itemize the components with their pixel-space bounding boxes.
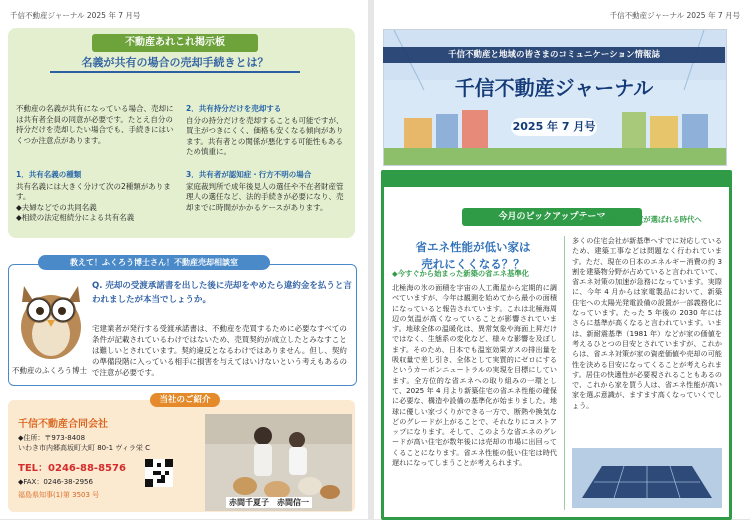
board-intro [16,104,176,146]
company-tel: TEL：0246-88-8576 [18,463,126,474]
company-postal: ◆住所：〒973-8408 [18,434,86,442]
board-section-2 [186,104,348,158]
feature-title: 今月のピックアップテーマ [462,208,642,226]
feature-column-1: 北極海の氷の面積を宇宙の人工衛星から定期的に調べていますが、今年は観測を始めてから最小の面積になっていると報告されています。これは北極海周辺の気温が高くなっていることが影響されています。地球全体の温暖化は、異常気象や海面上昇だけではなく、生態系の変化など、様々な影響を及ぼします。そのため、日本でも温室効果ガスの排出量を吸収量で差し引き、全体として実質的にゼロにするというカーボンニュートラルの実現を目標にしています。全方位的な省エネへの取り組みの一環として、2025 年 4 月より新築住宅の省エネ性能の確保に必要な、構造や設備の基準化が始まりました。地球に優しい家づくりができる一方で、断熱や換気などのグレードが上がることで、それなりにコストアップになります。そして、このような省エネのグレードが高い住宅が数年後には売却の市場に出回ってくることになります。省エネ性能の低い住宅は時代遅れになってしまうことが考えられます。 [392,283,557,468]
photo-caption: 赤間千夏子 赤間信一 [226,497,312,508]
board-title: 不動産あれこれ掲示板 [92,34,258,52]
board-section-1 [16,170,176,224]
owl-icon [14,272,88,360]
board-section-3 [186,170,348,213]
board-intro-text: 不動産の名義が共有になっている場合、売却には共有者全員の同意が必要です。たとえ自分の持分だけを売却したい場合でも、手続きにはいくつか注意点があります。 [16,104,174,145]
company-address: いわき市内郷高坂町大町 80-1 ヴィラ栄 C [18,444,151,452]
feature-column-2: 多くの住宅会社が新基準へすでに対応しているため、建築工事などは問題なく行われています。ただ、現在の日本のエネルギー消費の約 3 割を建築物分野が占めていると言われていて、省エネ対策の加速が急務になっています。実際に、今年 4 月からは家電製品において、新築住宅への太陽光発電設備の設置が一部義務化になっています。たった 5 年後の 2030 年にはさらに基準が高くなると言われています。いまは、新耐震基準（1981 年）などが家の価値を考えるひとつの目安とされていますが、これからは、省エネ対策が家の資産価値や売却の可能性を決める目安になってくることが考えられます。居住の快適性が必要視されることもあるので、これから家を買う人は、省エネ性能が高い家を選ぶ意識が、ますます高くなっていくでしょう。 [572,236,722,410]
company-banner: 当社のご紹介 [150,393,220,407]
board-section-2-text: 自分の持分だけを売却することも可能ですが、買主がつきにくく、価格も安くなる傾向があります。共有者との関係が悪化する可能性もあるため慎重に。 [186,115,344,157]
company-fax: ◆FAX：0246-38-2956 [18,478,93,486]
running-head-right: 千信不動産ジャーナル 2025 年 7 月号 [609,11,740,20]
board-section-3-heading: 3．共有者が認知症・行方不明の場合 [186,170,312,179]
board-section-1-text: 共有名義には大きく分けて次の2種類があります。 [16,181,171,202]
company-license: 福島県知事(1)第 3503 号 [18,491,100,499]
board-subtitle: 名義が共有の場合の売却手続きとは？ [50,54,300,73]
issue-date-badge: 2025 年 7 月号 [511,118,597,136]
owl-label: 不動産のふくろう博士 [12,366,87,375]
feature-question-line-1: 省エネ性能が低い家は [415,240,531,254]
board-section-3-text: 家庭裁判所で成年後見人の選任や不在者財産管理人の選任など、法的手続きが必要になり、売却までに時間がかかるケースがあります。 [186,181,344,212]
masthead-title: 千信不動産ジャーナル [454,76,654,100]
board-section-1-item-2: ◆相続の法定相続分による共有名義 [16,213,135,223]
column-divider [564,236,565,510]
qr-code-icon[interactable] [145,459,173,487]
running-head-left: 千信不動産ジャーナル 2025 年 7 月号 [10,11,141,20]
masthead-strip: 千信不動産と地域の皆さまのコミュニケーション情報誌 [383,47,725,63]
feature-top-bar [384,173,729,187]
qa-banner: 教えて！ふくろう博士さん！不動産売却相談室 [38,255,270,270]
feature-section-2-heading: ◆省エネ性能の高い家が選ばれる時代へ [572,215,702,224]
qa-answer: 宅建業者が発行する受渡承諾書は、不動産を売買するために必要なすべての条件が記載されているわけではないため、売買契約が成立したとみなすことは難しいとされています。契約違反となるわけではありません。但し、契約の準備段階に入っている相手に損害を与えてはいけないという考えもあるので注意が必要です。 [92,324,347,377]
feature-question [398,239,548,273]
qa-question: Q. 売却の受渡承諾書を出した後に売却をやめたら違約金を払うと言われましたが本当でしょうか。 [92,281,352,305]
solar-panel-image [572,448,722,508]
board-section-2-heading: 2．共有持分だけを売却する [186,104,282,113]
board-section-1-heading: 1．共有名義の種類 [16,170,82,179]
board-section-1-item-1: ◆夫婦などでの共同名義 [16,202,97,212]
feature-question-line-2: 売れにくくなる？？ [421,257,525,271]
company-name: 千信不動産合同会社 [18,419,108,430]
feature-section-1-heading: ◆今すぐから始まった新築の省エネ基準化 [392,269,529,278]
